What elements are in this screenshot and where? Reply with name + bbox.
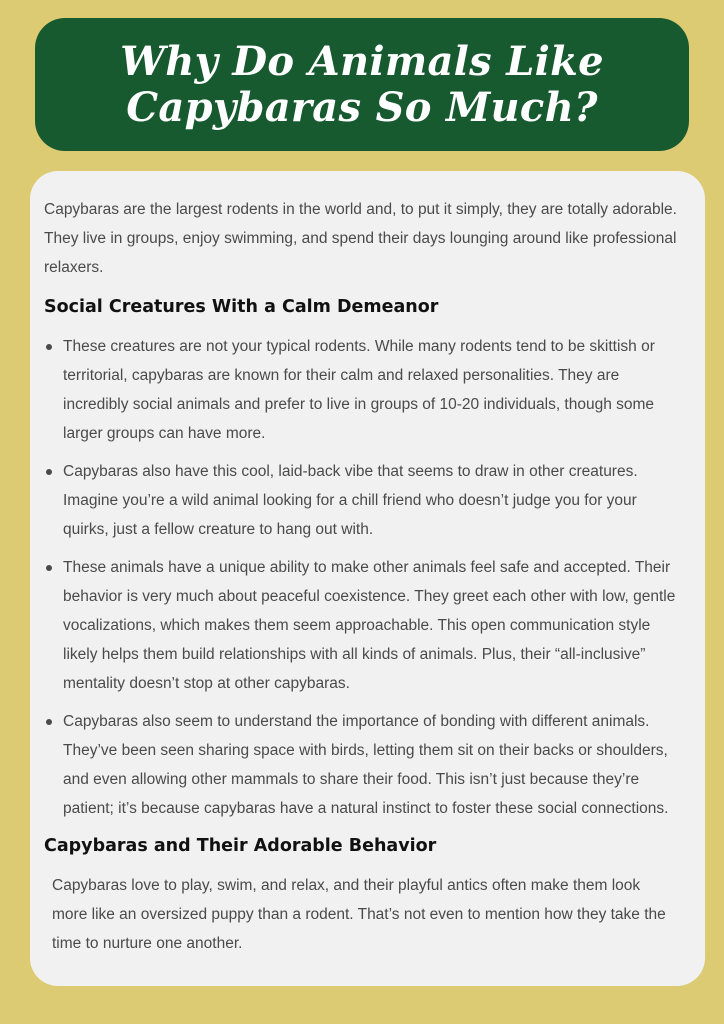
list-item-text: Capybaras also seem to understand the importance of bonding with different animals. They’ve been seen sharing space with birds, letting them sit on their backs or shoulders, and even allowing other mammals to share their food. This isn’t just because they’re patient; it’s because capybaras have a natural instinct to foster these social connections. bbox=[63, 713, 669, 817]
title-banner bbox=[35, 18, 689, 151]
list-item bbox=[44, 332, 679, 448]
content-card bbox=[30, 171, 705, 986]
closing-paragraph: Capybaras love to play, swim, and relax, and their playful antics often make them look more like an oversized puppy than a rodent. That’s not even to mention how they take the time to nurture one another. bbox=[52, 877, 666, 952]
list-item bbox=[44, 457, 679, 544]
section-heading-behavior: Capybaras and Their Adorable Behavior bbox=[44, 836, 437, 856]
list-item bbox=[44, 707, 679, 823]
intro-paragraph: Capybaras are the largest rodents in the world and, to put it simply, they are totally adorable. They live in groups, enjoy swimming, and spend their days lounging around like professional relaxers. bbox=[44, 201, 677, 276]
bullet-list bbox=[44, 332, 679, 823]
list-item-text: These animals have a unique ability to make other animals feel safe and accepted. Their behavior is very much about peaceful coexistence. They greet each other with low, gentle vocalizations, which makes them seem approachable. This open communication style likely helps them build relationships with all kinds of animals. Plus, their “all-inclusive” mentality doesn’t stop at other capybaras. bbox=[63, 559, 676, 692]
list-item bbox=[44, 553, 679, 698]
bullet-icon bbox=[46, 719, 52, 725]
section-heading-social: Social Creatures With a Calm Demeanor bbox=[44, 297, 439, 317]
page-title: Why Do Animals Like Capybaras So Much? bbox=[120, 37, 604, 131]
list-item-text: These creatures are not your typical rodents. While many rodents tend to be skittish or territorial, capybaras are known for their calm and relaxed personalities. They are incredibly social animals and prefer to live in groups of 10-20 individuals, though some larger groups can have more. bbox=[63, 338, 655, 442]
bullet-icon bbox=[46, 469, 52, 475]
bullet-icon bbox=[46, 344, 52, 350]
list-item-text: Capybaras also have this cool, laid-back vibe that seems to draw in other creatures. Imagine you’re a wild animal looking for a chill friend who doesn’t judge you for your quirks, just a fellow creature to hang out with. bbox=[63, 463, 638, 538]
bullet-icon bbox=[46, 565, 52, 571]
